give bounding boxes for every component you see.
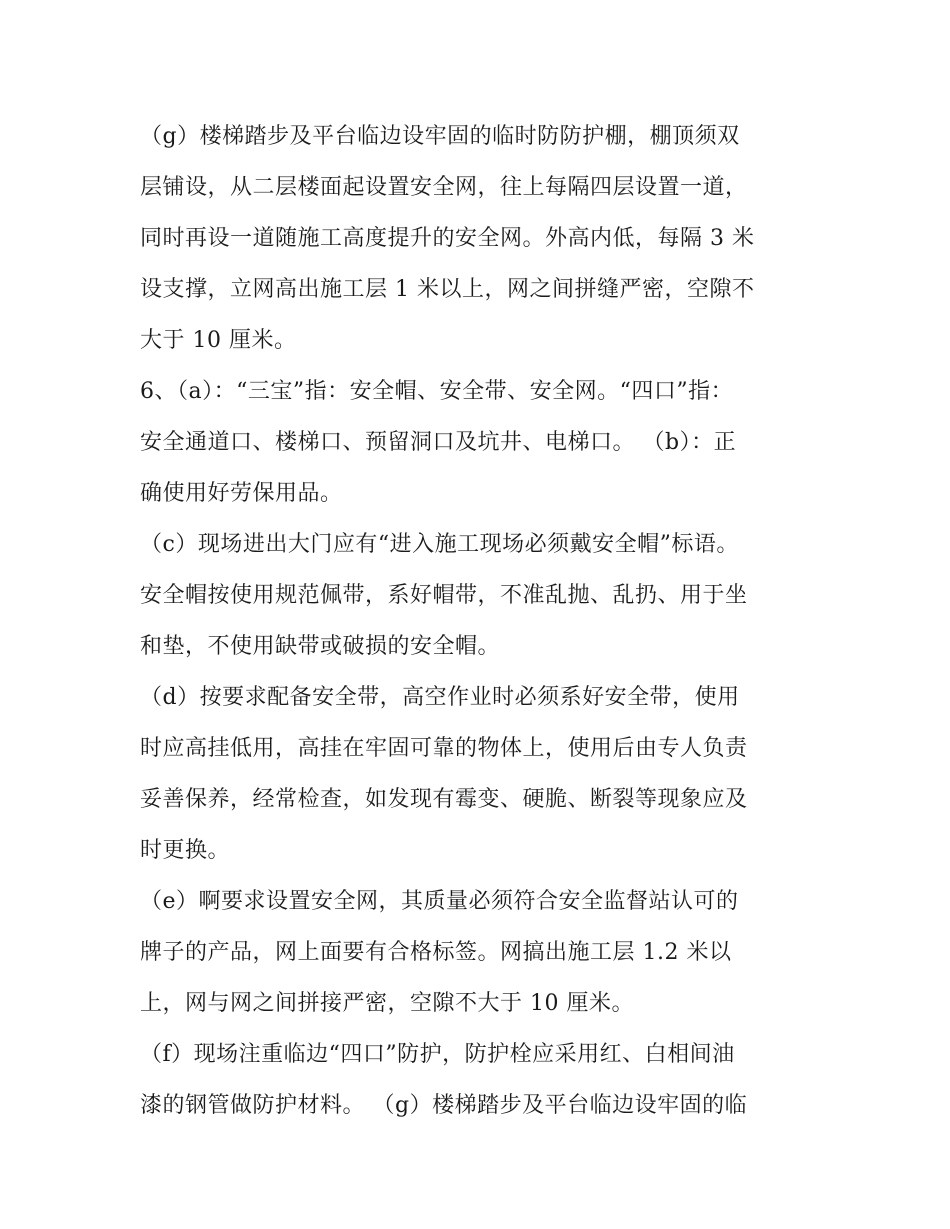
- text-line: 时更换。: [140, 838, 231, 863]
- text-line: （d）按要求配备安全带，高空作业时必须系好安全带，使用: [140, 685, 740, 710]
- text-line: （f）现场注重临边“四口”防护，防护栓应采用红、白相间油: [140, 1042, 735, 1067]
- text-line: 大于 10 厘米。: [140, 328, 297, 353]
- text-line: 6、（a）：“三宝”指：安全帽、安全带、安全网。“四口”指：: [140, 379, 734, 404]
- text-line: 上，网与网之间拼接严密，空隙不大于 10 厘米。: [140, 991, 634, 1016]
- text-line: 层铺设，从二层楼面起设置安全网，往上每隔四层设置一道，: [140, 175, 748, 200]
- text-line: 设支撑，立网高出施工层 1 米以上，网之间拼缝严密，空隙不: [140, 277, 755, 302]
- text-line: （c）现场进出大门应有“进入施工现场必须戴安全帽”标语。: [140, 532, 739, 557]
- text-line: 和垫，不使用缺带或破损的安全帽。: [140, 634, 501, 659]
- text-line: （e）啊要求设置安全网，其质量必须符合安全监督站认可的: [140, 889, 739, 914]
- text-line: 安全帽按使用规范佩带，系好帽带，不准乱抛、乱扔、用于坐: [140, 583, 748, 608]
- text-line: 时应高挂低用，高挂在牢固可靠的物体上，使用后由专人负责: [140, 736, 748, 761]
- text-line: 漆的钢管做防护材料。 （g）楼梯踏步及平台临边设牢固的临: [140, 1093, 748, 1118]
- text-line: 安全通道口、楼梯口、预留洞口及坑井、电梯口。 （b）：正: [140, 430, 737, 455]
- document-body: [140, 111, 815, 1131]
- text-line: 确使用好劳保用品。: [140, 481, 343, 506]
- text-line: 同时再设一道随施工高度提升的安全网。外高内低，每隔 3 米: [140, 226, 755, 251]
- text-line: 妥善保养，经常检查，如发现有霉变、硬脆、断裂等现象应及: [140, 787, 748, 812]
- text-line: （g）楼梯踏步及平台临边设牢固的临时防防护棚，棚顶须双: [140, 124, 740, 149]
- text-line: 牌子的产品，网上面要有合格标签。网搞出施工层 1.2 米以: [140, 940, 732, 965]
